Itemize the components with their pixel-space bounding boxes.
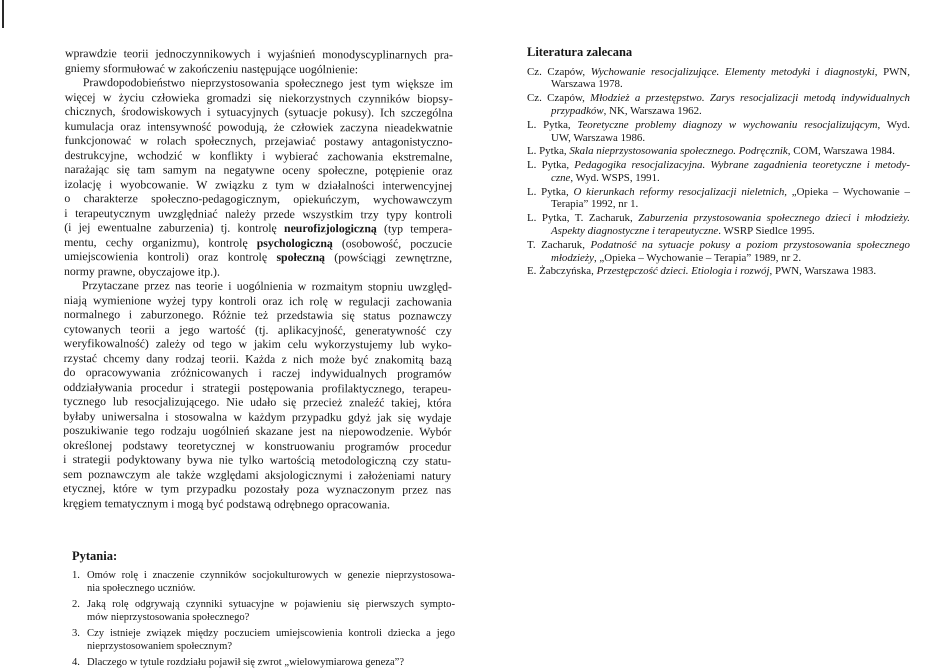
text-line: kumulacja oraz intensywność powodują, że człowiek zaczyna nieadekwatnie [64, 118, 453, 135]
bibliography-line [551, 172, 910, 185]
text-segment: Cz. Czapów, [527, 92, 591, 105]
text-line: i strategii podyktowany bywa nie tylko wartością metodologiczną czy statu- [63, 451, 452, 468]
question-text-line: Dlaczego w tytule rozdziału pojawił się zwrot „wielowymiarowa geneza”? [87, 657, 405, 668]
bibliography-line [527, 212, 910, 225]
italic-title: Młodzież a przestępstwo. Zarys resocjalizacji metodą indywidualnych [590, 92, 910, 105]
text-line: poszukiwanie tego rodzaju uogólnień skazane jest na niepowodzenie. Wybór [63, 422, 452, 439]
question-text-line: Czy istnieje związek między poczuciem umiejscowienia kontroli dziecka a jego [87, 628, 455, 639]
text-line: Przytaczane przez nas teorie i uogólnienia w rozmaitym stopniu uwzględ- [81, 278, 452, 294]
bibliography-line: UW, Warszawa 1986. [551, 131, 646, 144]
text-segment: , Wyd. [877, 118, 910, 131]
text-segment: L. Pytka, T. Zacharuk, [527, 212, 639, 225]
text-line: oddziaływania procedur i strategii postępowania profilaktycznego, terapeu- [63, 379, 452, 396]
bibliography-entry [527, 239, 910, 265]
bibliography-line [527, 186, 910, 199]
bold-term: neurofizjologiczną [283, 220, 377, 236]
text-line: i terapeutycznym uwzględniać należy przede wszystkim trzy typy kontroli [64, 205, 453, 222]
literature-list [527, 66, 910, 279]
text-line: więcej w życiu człowieka gromadzi się niekorzystnych czynników biopsy- [64, 89, 453, 106]
text-line: tycznego lub resocjalizującego. Nie udało się przecież znaleźć takiej, która [63, 393, 452, 410]
question-item [72, 627, 455, 653]
text-segment: , „Opieka – Wychowanie – Terapia” 1989, nr 2. [593, 251, 802, 264]
text-segment: T. Zacharuk, [527, 238, 591, 251]
bibliography-line [527, 119, 910, 132]
text-line: weryfikowalność) zależy od tego w jakim celu wykorzystujemy lub wyko- [63, 335, 452, 352]
text-segment: L. Pytka, [527, 158, 575, 171]
text-segment: , PWN, Warszawa 1983. [769, 265, 877, 278]
text-line: izolację i wyobcowanie. W związku z tym w działalności interwencyjnej [64, 176, 453, 193]
text-segment: (osobowość, poczucie [332, 235, 453, 251]
italic-title: Wychowanie resocjalizujące. Elementy metodyki i diagnostyki [590, 65, 875, 78]
bold-term: społeczną [276, 249, 325, 265]
italic-title: Pedagogika resocjalizacyjna. Wybrane zagadnienia teoretyczne i metody- [574, 158, 910, 171]
bibliography-entry [527, 186, 910, 212]
bibliography-entry [527, 265, 910, 278]
text-line: chicznych, środowiskowych i sytuacyjnych (sytuacje pokusy). Ich szczególna [64, 103, 453, 120]
bibliography-entry [527, 66, 910, 92]
bold-term: psychologiczną [256, 235, 333, 250]
question-number: 4. [72, 657, 80, 668]
text-line [64, 234, 452, 250]
text-segment: (typ tempera- [376, 221, 453, 236]
bibliography-entry [527, 119, 910, 145]
text-line: normalnego i zaburzonego. Różnie też przedstawia się status poznawczy [63, 306, 452, 323]
question-item [72, 569, 455, 595]
italic-title: Aspekty diagnostyczne i terapeutyczne [551, 224, 719, 237]
paragraph [64, 75, 453, 280]
question-text-line: Jaką rolę odgrywają czynniki sytuacyjne w pojawieniu się pierwszych sympto- [87, 599, 455, 610]
italic-title: O kierunkach reformy resocjalizacji nieletnich [573, 185, 785, 198]
text-segment: , „Opieka – Wychowanie – [784, 185, 910, 198]
text-line: narażając się tam samym na negatywne oceny społeczne, potępienie oraz [64, 161, 453, 178]
text-segment: , Wyd. WSPS, 1991. [570, 171, 660, 184]
bibliography-line [527, 66, 910, 79]
bibliography-line: Warszawa 1978. [551, 78, 623, 91]
question-item [72, 598, 455, 624]
text-segment: , COM, Warszawa 1984. [787, 145, 895, 158]
bibliography-line: Terapia” 1992, nr 1. [551, 198, 639, 211]
text-segment: L. Pytka, [527, 185, 574, 198]
text-line: normy prawne, obyczajowe itp.). [63, 263, 220, 279]
bibliography-entry [527, 159, 910, 185]
question-text-line: nia społecznego uczniów. [87, 583, 196, 594]
questions-list [72, 569, 455, 672]
bibliography-line [527, 159, 910, 172]
text-line: byłaby uniwersalna i stosowalna w każdym przypadku gdyż jak się wydaje [63, 408, 452, 425]
text-line: cytowanych teorii a jego wartość (tj. aplikacyjność, generatywność czy [63, 321, 452, 338]
text-line: gniemy sformułować w zakończeniu następujące uogólnienie: [64, 60, 359, 76]
italic-title: młodzieży [551, 251, 594, 264]
text-segment: Cz. Czapów, [527, 65, 591, 78]
literature-heading: Literatura zalecana [527, 45, 633, 59]
text-line: niają wymienione wyżej typy kontroli oraz ich rolę w regulacji zachowania [63, 292, 452, 309]
text-line: etycznej, które w tym przypadku pozostały poza wyznaczonym przez nas [63, 480, 452, 497]
bibliography-entry [527, 212, 910, 238]
bibliography-entry [527, 145, 910, 158]
question-number: 3. [72, 628, 80, 639]
paragraph [63, 278, 452, 512]
text-segment: , PWN, [874, 65, 911, 78]
questions-heading: Pytania: [72, 549, 118, 563]
text-segment: , NK, Warszawa 1962. [603, 104, 702, 117]
bibliography-line [527, 265, 910, 278]
bibliography-line [551, 252, 910, 265]
question-number: 1. [72, 570, 80, 581]
text-line: wprawdzie teorii jednoczynnikowych i wyjaśnień monodyscyplinarnych pra- [64, 46, 453, 62]
italic-title: przypadków [551, 104, 604, 117]
italic-title: czne [551, 171, 571, 184]
text-segment: . WSRP Siedlce 1995. [718, 224, 815, 237]
bibliography-line [527, 145, 910, 158]
text-line: funkcjonować w rolach społecznych, przejawiać postawy antagonistyczno- [64, 132, 453, 149]
bibliography-line [551, 105, 910, 118]
bibliography-entry [527, 92, 910, 118]
left-page [0, 0, 473, 670]
italic-title: Przestępczość dzieci. Etiologia i rozwój [596, 265, 770, 278]
body-text [63, 46, 453, 512]
right-page [473, 0, 947, 670]
scan-edge-mark [2, 0, 4, 28]
text-segment: mentu, cechy organizmu), kontrolę [64, 234, 257, 250]
text-line: o charakterze społeczno-pedagogicznym, opiekuńczym, wychowawczym [64, 190, 453, 207]
text-line: określonej podstawy teoretycznej w konstruowaniu programów procedur [63, 437, 452, 454]
question-text-line: mów nieprzystosowania społecznego? [87, 612, 250, 623]
text-line [64, 249, 452, 265]
italic-title: Podatność na sytuacje pokusy a poziom przystosowania społecznego [590, 238, 910, 251]
bibliography-line [527, 239, 910, 252]
text-line: rzystać chcemy dany rodzaj teorii. Każda z nich może być znakomitą bazą [63, 350, 452, 367]
text-segment: L. Pytka, [527, 145, 570, 158]
italic-title: Teoretyczne problemy diagnozy w wychowaniu resocjalizującym [577, 118, 878, 131]
text-line: do opracowywania zróżnicowanych i raczej indywidualnych programów [63, 364, 452, 381]
question-item [72, 656, 455, 669]
text-segment: E. Żabczyńska, [527, 265, 597, 278]
bibliography-line [551, 225, 910, 238]
text-segment: (powściągi zewnętrzne, [324, 250, 453, 265]
question-number: 2. [72, 599, 80, 610]
text-segment: L. Pytka, [527, 118, 578, 131]
italic-title: Zaburzenia przystosowania społecznego dzieci i młodzieży. [638, 212, 910, 225]
text-line [64, 220, 452, 236]
italic-title: Skala nieprzystosowania społecznego. Podręcznik [569, 145, 788, 158]
paragraph [65, 46, 453, 77]
text-segment: umiejscowienia kontroli) oraz kontrolę [64, 248, 277, 264]
question-text-line: nieprzystosowaniem społecznym? [87, 641, 233, 652]
text-line: sem poznawczym ale także względami aksjologicznymi i założeniami natury [63, 466, 452, 483]
text-line: kręgiem tematycznym i mogą być podstawą odrębnego opracowania. [62, 495, 390, 511]
bibliography-line [527, 92, 910, 105]
question-text-line: Omów rolę i znaczenie czynników socjokulturowych w genezie nieprzystosowa- [87, 570, 455, 581]
text-line: Prawdopodobieństwo nieprzystosowania społecznego jest tym większe im [82, 75, 453, 91]
text-segment: (i jej ewentualne zaburzenia) tj. kontrolę [64, 219, 285, 235]
text-line: destrukcyjne, wchodzić w konflikty i wybierać zachowania ekstremalne, [64, 147, 453, 164]
